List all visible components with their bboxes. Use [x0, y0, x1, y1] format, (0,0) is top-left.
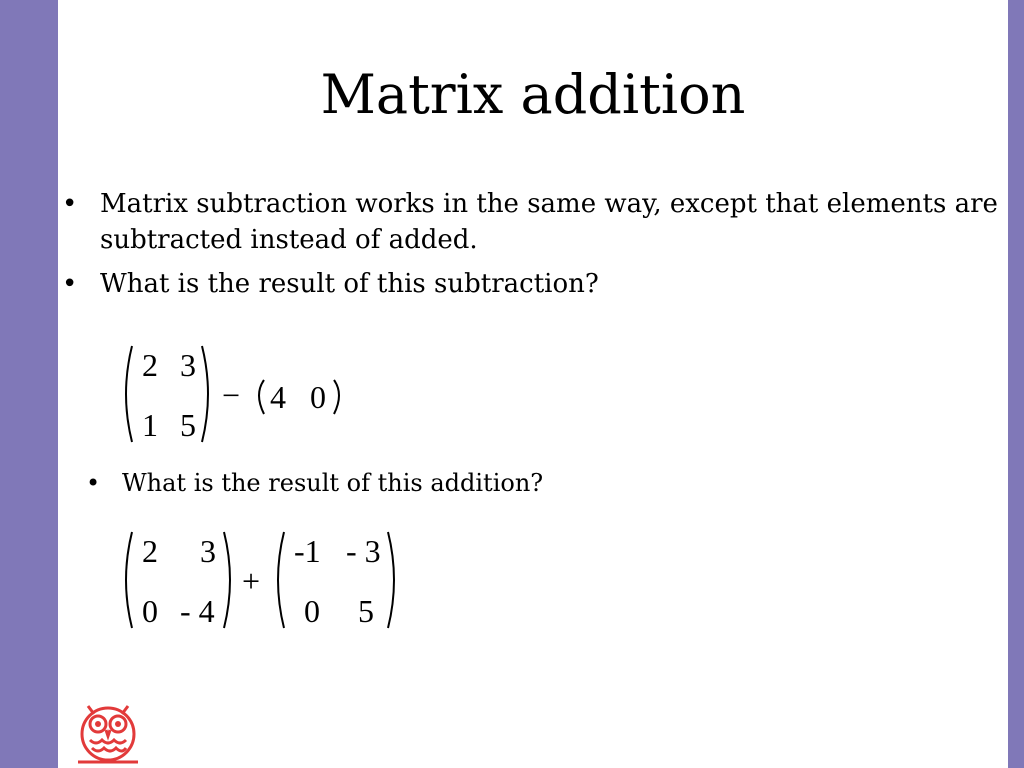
operator: + [242, 563, 261, 599]
matrix-cell: 3 [180, 347, 196, 383]
addition-expression [118, 524, 478, 644]
left-paren [126, 346, 132, 442]
matrix-cell: 5 [358, 593, 374, 629]
matrix-cell: 5 [180, 407, 196, 443]
bullet-item [58, 186, 998, 258]
right-paren [334, 380, 339, 414]
right-paren [388, 532, 394, 628]
matrix-cell: - 3 [346, 533, 381, 569]
left-paren [126, 532, 132, 628]
matrix-cell: 3 [200, 533, 216, 569]
matrix-cell: 1 [142, 407, 158, 443]
bullet-text: Matrix subtraction works in the same way, except that elements are subtracted instead of added. [100, 189, 998, 255]
subtraction-expression [118, 338, 418, 458]
bullet-item [82, 466, 543, 500]
right-paren [202, 346, 208, 442]
matrix-cell: - 4 [180, 593, 215, 629]
bullet-list [58, 186, 998, 310]
bullet-symbol: • [86, 469, 101, 497]
left-paren [278, 532, 284, 628]
matrix-cell: 0 [304, 593, 320, 629]
bullet-text: What is the result of this addition? [122, 469, 544, 497]
matrix-cell: 0 [142, 593, 158, 629]
bullet-symbol: • [62, 189, 78, 219]
bullet-item [58, 266, 998, 302]
bullet-symbol: • [62, 269, 78, 299]
matrix-cell: -1 [294, 533, 321, 569]
matrix-cell: 0 [310, 379, 326, 415]
operator: − [222, 377, 241, 413]
slide [58, 0, 1008, 768]
bullet-text: What is the result of this subtraction? [100, 269, 599, 299]
right-paren [224, 532, 230, 628]
matrix-cell: 4 [270, 379, 286, 415]
owl-logo-icon [68, 700, 148, 768]
matrix-cell: 2 [142, 347, 158, 383]
left-paren [259, 380, 264, 414]
slide-title: Matrix addition [320, 63, 746, 126]
matrix-cell: 2 [142, 533, 158, 569]
